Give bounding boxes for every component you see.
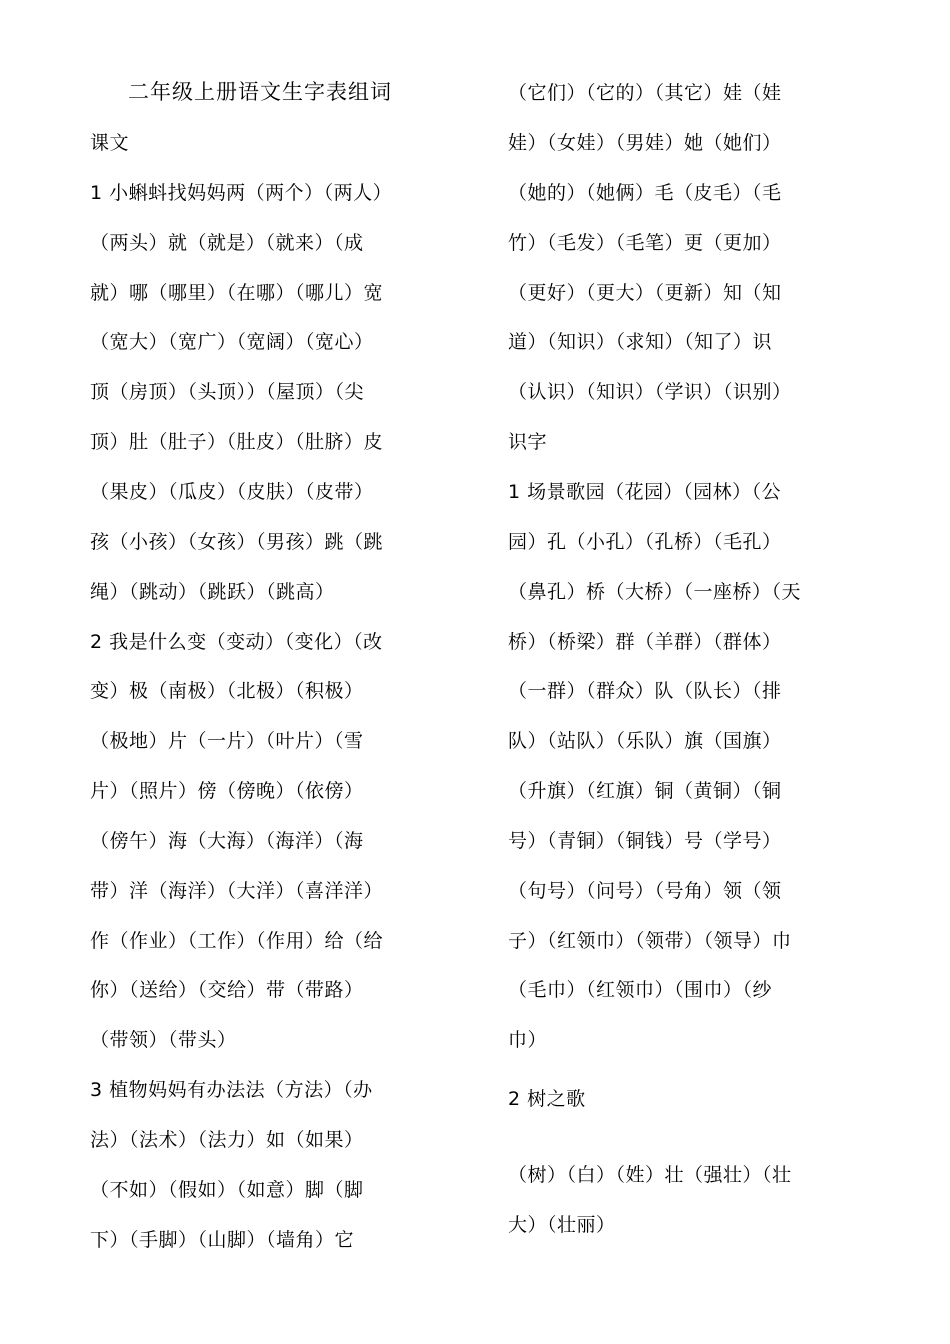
text-line: 你）（送给）（交给）带（带路） [90,979,364,1001]
text-line: 变）极（南极）（北极）（积极） [90,680,364,702]
text-line: 顶）肚（肚子）（肚皮）（肚脐）皮 [90,431,384,453]
text-line: 队）（站队）（乐队）旗（国旗） [508,730,782,752]
text-line: 带）洋（海洋）（大洋）（喜洋洋） [90,880,384,902]
text-line: 道）（知识）（求知）（知了）识 [508,331,773,353]
text-line: （升旗）（红旗）铜（黄铜）（铜 [508,780,782,802]
text-line: （极地）片（一片）（叶片）（雪 [90,730,364,752]
text-line: （不如）（假如）（如意）脚（脚 [90,1179,364,1201]
text-line: 园）孔（小孔）（孔桥）（毛孔） [508,531,782,553]
text-line: 大）（壮丽） [508,1214,616,1236]
text-line: 竹）（毛发）（毛笔）更（更加） [508,232,782,254]
text-line: （她的）（她俩）毛（皮毛）（毛 [508,182,782,204]
text-line: 巾） [508,1029,548,1051]
text-line: （宽大）（宽广）（宽阔）（宽心） [90,331,374,353]
page-title: 二年级上册语文生字表组词 [128,80,392,104]
text-line: 孩（小孩）（女孩）（男孩）跳（跳 [90,531,384,553]
text-line: 桥）（桥梁）群（羊群）（群体） [508,631,782,653]
text-line: 1 小蝌蚪找妈妈两（两个）（两人） [90,182,393,204]
text-line: 作（作业）（工作）（作用）给（给 [90,930,384,952]
text-line: 下）（手脚）（山脚）（墙角）它 [90,1229,355,1251]
text-line: （认识）（知识）（学识）（识别） [508,381,792,403]
text-line: 2 我是什么变（变动）（变化）（改 [90,631,383,653]
text-line: （两头）就（就是）（就来）（成 [90,232,364,254]
section-heading: 课文 [90,132,130,154]
text-line: 3 植物妈妈有办法法（方法）（办 [90,1079,373,1101]
text-line: （树）（白）（姓）壮（强壮）（壮 [508,1164,792,1186]
text-line: 子）（红领巾）（领带）（领导）巾 [508,930,792,952]
text-line: （带领）（带头） [90,1029,237,1051]
text-line: 1 场景歌园（花园）（园林）（公 [508,481,782,503]
text-line: （一群）（群众）队（队长）（排 [508,680,782,702]
text-line: 号）（青铜）（铜钱）号（学号） [508,830,782,852]
text-line: 法）（法术）（法力）如（如果） [90,1129,364,1151]
text-line: （鼻孔）桥（大桥）（一座桥）（天 [508,581,802,603]
text-line: 就）哪（哪里）（在哪）（哪儿）宽 [90,282,384,304]
text-line: （它们）（它的）（其它）娃（娃 [508,82,782,104]
text-line: 娃）（女娃）（男娃）她（她们） [508,132,782,154]
text-line: （果皮）（瓜皮）（皮肤）（皮带） [90,481,374,503]
text-line: （更好）（更大）（更新）知（知 [508,282,782,304]
text-line: 片）（照片）傍（傍晚）（依傍） [90,780,364,802]
text-line: 顶（房顶）（头顶））（屋顶）（尖 [90,381,365,403]
section-heading: 识字 [508,431,548,453]
section-heading: 2 树之歌 [508,1088,586,1110]
text-line: （傍午）海（大海）（海洋）（海 [90,830,364,852]
text-line: （毛巾）（红领巾）（围巾）（纱 [508,979,773,1001]
text-line: （句号）（问号）（号角）领（领 [508,880,782,902]
text-line: 绳）（跳动）（跳跃）（跳高） [90,581,335,603]
